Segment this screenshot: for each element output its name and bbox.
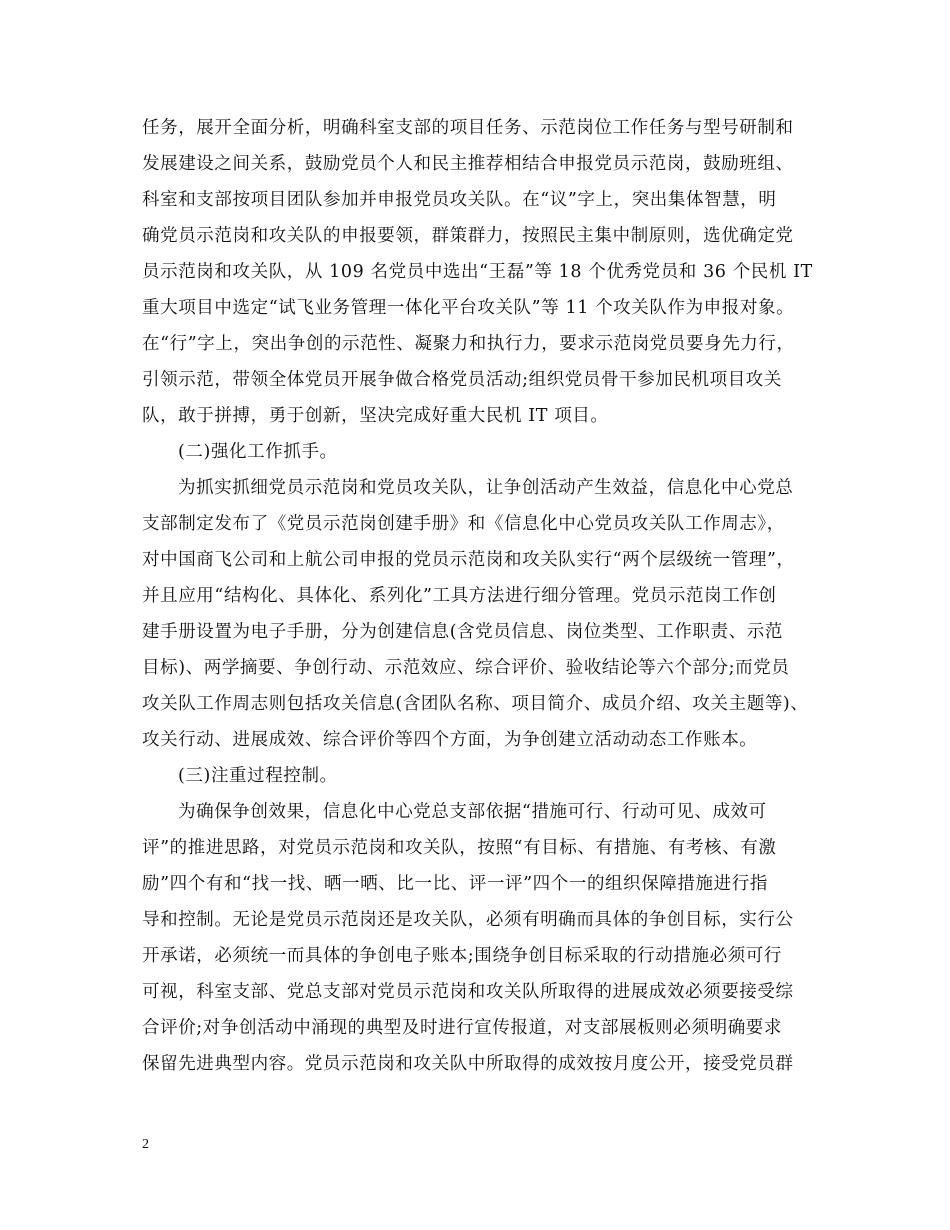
- page-number: 2: [142, 1137, 149, 1152]
- text-line: 对中国商飞公司和上航公司申报的党员示范岗和攻关队实行“两个层级统一管理”，: [142, 550, 795, 570]
- text-line: 发展建设之间关系，鼓励党员个人和民主推荐相结合申报党员示范岗，鼓励班组、: [142, 154, 794, 174]
- text-line: 可视，科室支部、党总支部对党员示范岗和攻关队所取得的进展成效必须要接受综: [142, 982, 794, 1002]
- text-line: 引领示范，带领全体党员开展争做合格党员活动;组织党员骨干参加民机项目攻关: [142, 370, 782, 390]
- text-line: 支部制定发布了《党员示范岗创建手册》和《信息化中心党员攻关队工作周志》，: [142, 514, 785, 534]
- text-line: 保留先进典型内容。党员示范岗和攻关队中所取得的成效按月度公开，接受党员群: [142, 1054, 794, 1074]
- text-line: 员示范岗和攻关队，从 109 名党员中选出“王磊”等 18 个优秀党员和 36 个民机 IT: [142, 262, 813, 282]
- text-line: 科室和支部按项目团队参加并申报党员攻关队。在“议”字上，突出集体智慧，明: [142, 190, 777, 210]
- text-line: 队，敢于拼搏，勇于创新，坚决完成好重大民机 IT 项目。: [142, 406, 609, 426]
- text-line: 重大项目中选定“试飞业务管理一体化平台攻关队”等 11 个攻关队作为申报对象。: [142, 298, 795, 318]
- text-line: 建手册设置为电子手册，分为创建信息(含党员信息、岗位类型、工作职责、示范: [142, 622, 783, 642]
- text-line: 在“行”字上，突出争创的示范性、凝聚力和执行力，要求示范岗党员要身先力行，: [142, 334, 795, 354]
- text-line: 攻关行动、进展成效、综合评价等四个方面，为争创建立活动动态工作账本。: [142, 730, 758, 750]
- paragraph-first-line: 为确保争创效果，信息化中心党总支部依据“措施可行、行动可见、成效可: [178, 802, 767, 822]
- section-heading: (三)注重过程控制。: [178, 766, 338, 786]
- text-line: 确党员示范岗和攻关队的申报要领，群策群力，按照民主集中制原则，选优确定党: [142, 226, 794, 246]
- text-line: 合评价;对争创活动中涌现的典型及时进行宣传报道，对支部展板则必须明确要求: [142, 1018, 782, 1038]
- paragraph-first-line: 为抓实抓细党员示范岗和党员攻关队，让争创活动产生效益，信息化中心党总: [178, 478, 794, 498]
- text-line: 目标)、两学摘要、争创行动、示范效应、综合评价、验收结论等六个部分;而党员: [142, 658, 790, 678]
- text-line: 导和控制。无论是党员示范岗还是攻关队，必须有明确而具体的争创目标，实行公: [142, 910, 794, 930]
- text-line: 攻关队工作周志则包括攻关信息(含团队名称、项目简介、成员介绍、攻关主题等)、: [142, 694, 809, 714]
- text-line: 评”的推进思路，对党员示范岗和攻关队，按照“有目标、有措施、有考核、有激: [142, 838, 777, 858]
- section-heading: (二)强化工作抓手。: [178, 442, 338, 462]
- text-line: 任务，展开全面分析，明确科室支部的项目任务、示范岗位工作任务与型号研制和: [142, 118, 794, 138]
- text-line: 励”四个有和“找一找、晒一晒、比一比、评一评”四个一的组织保障措施进行指: [142, 874, 768, 894]
- text-line: 并且应用“结构化、具体化、系列化”工具方法进行细分管理。党员示范岗工作创: [142, 586, 777, 606]
- text-line: 开承诺，必须统一而具体的争创电子账本;围绕争创目标采取的行动措施必须可行: [142, 946, 782, 966]
